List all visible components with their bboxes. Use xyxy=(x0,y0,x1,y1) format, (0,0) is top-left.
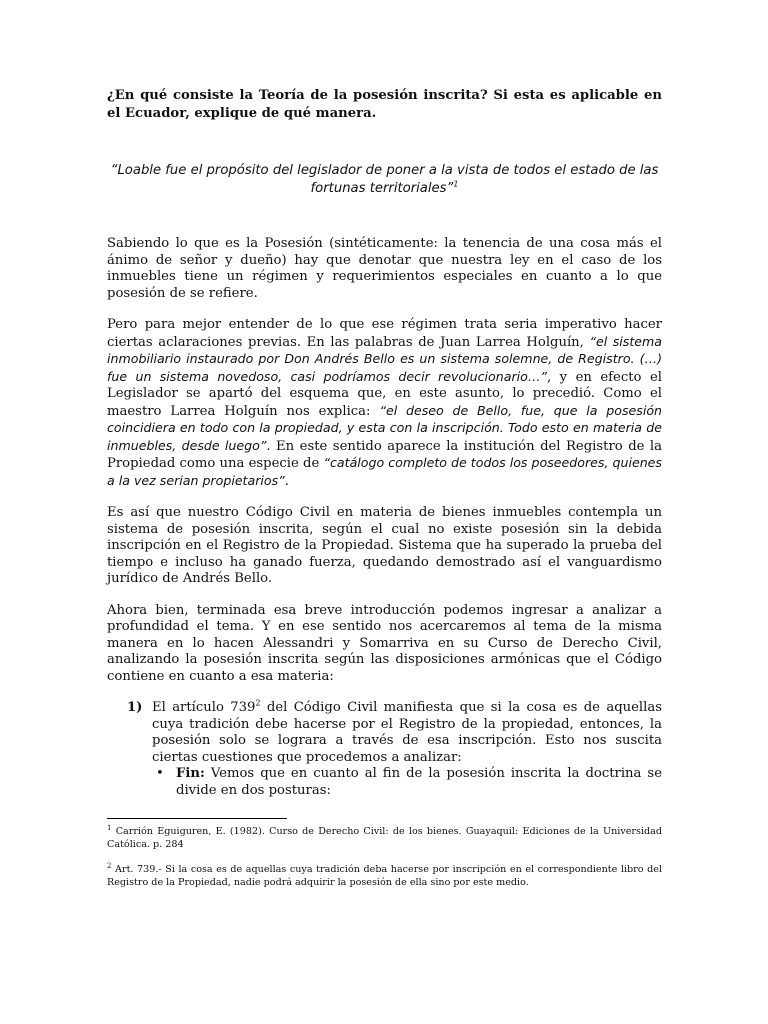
list-item-text-2: del Código Civil manifiesta que si la cosa es de aquellas cuya tradición debe hacerse por el Registro de la propiedad, entonces, la posesión solo se lograra a través de esa inscripción. Esto nos suscita ciertas cuestiones que procedemos a analizar: xyxy=(152,700,662,765)
list-item-number: 1) xyxy=(127,700,143,715)
quote-larrea-2: “el deseo de Bello, fue, que la posesión coincidiera en todo con la propiedad, y esta con la inscripción. Todo esto en materia de inmuebles, desde luego” xyxy=(107,402,663,453)
footnote-separator xyxy=(107,818,287,819)
footnote-ref-1: 1 xyxy=(453,179,459,189)
bullet-icon: • xyxy=(156,766,164,781)
footnote-2-text: Art. 739.- Si la cosa es de aquellas cuya tradición deba hacerse por inscripción en el correspondiente libro del Registro de la Propiedad, nadie podrá adquirir la posesión de ella sino por este medio. xyxy=(107,864,662,888)
bullet-item xyxy=(152,766,662,799)
paragraph-2-text-1: Pero para mejor entender de lo que ese régimen trata seria imperativo hacer ciertas aclaraciones previas. En las palabras de Juan Larrea Holguín, xyxy=(107,317,662,350)
footnote-2-number: 2 xyxy=(107,861,112,870)
paragraph-4: Ahora bien, terminada esa breve introducción podemos ingresar a analizar a profundidad el tema. Y en ese sentido nos acercaremos al tema de la misma manera en lo hacen Alessandri y Somarriva en su Curso de Derecho Civil, analizando la posesión inscrita según las disposiciones armónicas que el Código contiene en cuanto a esa materia: xyxy=(107,602,662,684)
footnote-2 xyxy=(107,861,662,889)
footnotes xyxy=(107,823,662,902)
question-heading: ¿En qué consiste la Teoría de la posesión inscrita? Si esta es aplicable en el Ecuador, explique de qué manera. xyxy=(107,88,662,121)
quote-larrea-1: “el sistema inmobiliario instaurado por Don Andrés Bello es un sistema solemne, de Registro. (…) fue un sistema novedoso, casi podríamos decir revolucionario…” xyxy=(107,333,662,384)
paragraph-3: Es así que nuestro Código Civil en materia de bienes inmuebles contempla un sistema de posesión inscrita, según el cual no existe posesión sin la debida inscripción en el Registro de la Propiedad. Sistema que ha superado la prueba del tiempo e incluso ha ganado fuerza, quedando demostrado así el vanguardismo jurídico de Andrés Bello. xyxy=(107,505,662,586)
footnote-1 xyxy=(107,823,662,851)
body-text xyxy=(107,236,662,799)
paragraph-1: Sabiendo lo que es la Posesión (sintéticamente: la tenencia de una cosa más el ánimo de señor y dueño) hay que denotar que nuestra ley en el caso de los inmuebles tiene un régimen y requerimientos especiales en cuanto a lo que posesión de se refiere. xyxy=(107,236,662,301)
bullet-list xyxy=(152,766,662,799)
list-item-text-1: El artículo 739 xyxy=(152,700,256,715)
epigraph-text: “Loable fue el propósito del legislador de poner a la vista de todos el estado de las fortunas territoriales” xyxy=(110,163,659,196)
numbered-list xyxy=(107,700,662,799)
list-item xyxy=(107,700,662,799)
paragraph-2 xyxy=(107,317,662,490)
footnote-1-number: 1 xyxy=(107,823,112,832)
epigraph-quote xyxy=(107,162,662,198)
footnote-1-text: Carrión Eguiguren, E. (1982). Curso de Derecho Civil: de los bienes. Guayaquil: Ediciones de la Universidad Católica. p. 284 xyxy=(107,826,662,850)
paragraph-2-text-2: , y en efecto el Legislador se apartó del esquema que, en este asunto, lo precedió. Como el maestro Larrea Holguín nos explica: xyxy=(107,369,662,419)
paragraph-2-text-4: . xyxy=(284,473,289,489)
footnote-ref-2: 2 xyxy=(255,698,261,708)
bullet-label: Fin: xyxy=(176,766,205,781)
paragraph-2-text-3: . En este sentido aparece la institución del Registro de la Propiedad como una especie de xyxy=(107,438,662,471)
quote-catalogo: “catálogo completo de todos los poseedores, quienes a la vez serian propietarios” xyxy=(107,455,662,488)
bullet-text: Vemos que en cuanto al fin de la posesión inscrita la doctrina se divide en dos posturas: xyxy=(176,766,662,798)
